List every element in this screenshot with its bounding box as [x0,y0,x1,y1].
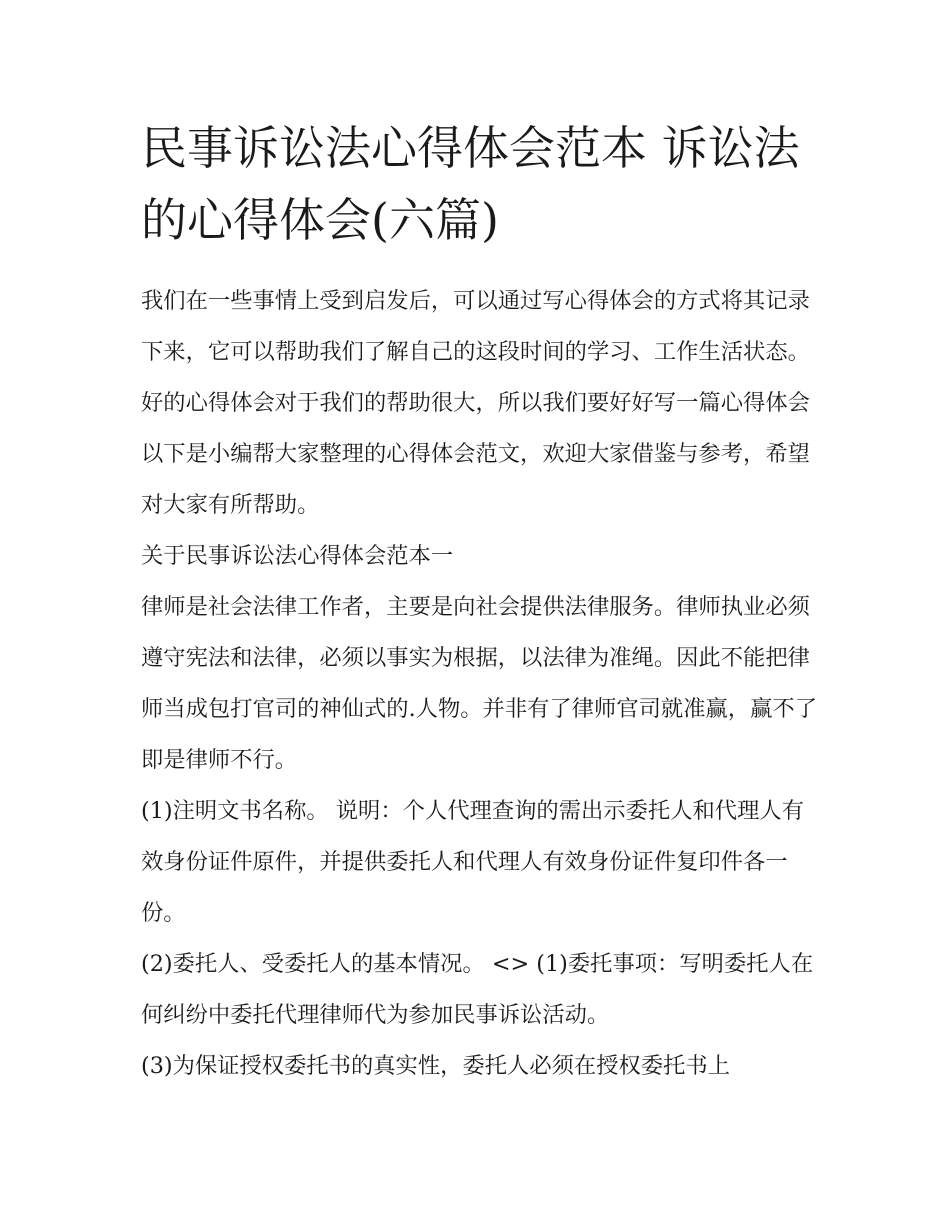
body-paragraph: (2)委托人、受委托人的基本情况。 <> (1)委托事项：写明委托人在何纠纷中委托代理律师代为参加民事诉讼活动。 [141,951,814,1028]
section-heading: 关于民事诉讼法心得体会范本一 [141,543,454,569]
document-title: 民事诉讼法心得体会范本 诉讼法的心得体会(六篇) [141,121,800,247]
body-paragraph: (1)注明文书名称。 说明：个人代理查询的需出示委托人和代理人有效身份证件原件，并提供委托人和代理人有效身份证件复印件各一份。 [141,798,804,926]
body-paragraph: 律师是社会法律工作者，主要是向社会提供法律服务。律师执业必须遵守宪法和法律，必须以事实为根据，以法律为准绳。因此不能把律师当成包打官司的神仙式的.人物。并非有了律师官司就准赢，赢不了即是律师不行。 [141,594,817,773]
document-content [141,112,817,1092]
intro-paragraph: 我们在一些事情上受到启发后，可以通过写心得体会的方式将其记录下来，它可以帮助我们了解自己的这段时间的学习、工作生活状态。好的心得体会对于我们的帮助很大，所以我们要好好写一篇心得体会以下是小编帮大家整理的心得体会范文，欢迎大家借鉴与参考，希望对大家有所帮助。 [141,288,810,518]
body-paragraph: (3)为保证授权委托书的真实性，委托人必须在授权委托书上 [141,1053,731,1079]
